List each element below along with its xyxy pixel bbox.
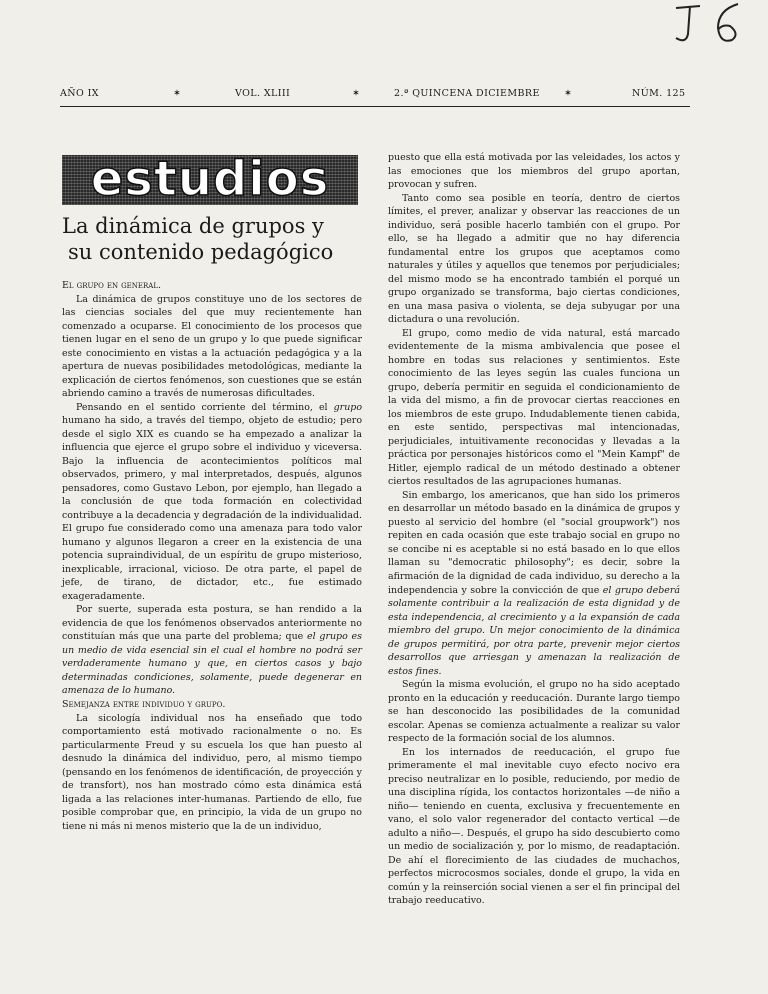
banner-text: estudios	[90, 151, 330, 208]
section-heading: Semejanza entre individuo y grupo.	[62, 698, 226, 710]
volume-label: VOL. XLIII	[235, 88, 291, 99]
issue-header	[60, 88, 690, 106]
paragraph: Por suerte, superada esta postura, se han rendido a la evidencia de que los fenómenos observados anteriormente no constituían más que una parte del problema; que el grupo es un medio de vida esencial sin el cual el hombre no podrá ser verdaderamente humano y que, en ciertos casos y bajo determinadas condiciones, solamente, puede degenerar en amenaza de lo humano.	[62, 604, 362, 697]
paragraph: La sicología individual nos ha enseñado que todo comportamiento está motivado racionalmente o no. Es particularmente Freud y su escuela los que han puesto al desnudo la dinámica del individuo, pero, al mismo tiempo (pensando en los fenómenos de identificación, de proyección y de transfort), nos han mostrado cómo esta dinámica está ligada a las relaciones inter-humanas. Partiendo de ello, fue posible comprobar que, en principio, la vida de un grupo no tiene ni más ni menos misterio que la de un individuo,	[62, 712, 362, 832]
section-heading: El grupo en general.	[62, 280, 162, 291]
paragraph: Sin embargo, los americanos, que han sido los primeros en desarrollar un método basado en la dinámica de grupos y puesto al servicio del hombre (el "social groupwork") nos repiten en cada ocasión que este trabajo social en grupo no se concibe ni es aceptable si no está basado en lo que ellos llaman su "democratic philosophy"; es decir, sobre la afirmación de la dignidad de cada individuo, su derecho a la independencia y sobre la convicción de que el grupo deberá solamente contribuir a la realización de esta dignidad y de esta independencia, al crecimiento y a la expansión de cada miembro del grupo. Un mejor conocimiento de la dinámica de grupos permitirá, por otra parte, prevenir mejor ciertos desarrollos que arriesgan y amenazan la realización de estos fines.	[388, 489, 680, 677]
article-title: La dinámica de grupos y su contenido pedagógico	[62, 214, 334, 264]
paragraph: Tanto como sea posible en teoría, dentro de ciertos límites, el prever, analizar y observar las reacciones de un individuo, será posible hacerlo también con el grupo. Por ello, se ha llegado a admitir que no hay diferencia fundamental entre los grupos que aceptamos como naturales y útiles y aquellos que tenemos por perjudiciales; del mismo modo se ha encontrado también el porqué un grupo organizado se transforma, bajo ciertas condiciones, en una masa pasiva o violenta, se deja subyugar por una dictadura o una revolución.	[388, 192, 680, 326]
star-ornament: ✶	[352, 88, 361, 99]
right-column	[388, 151, 680, 908]
paragraph: puesto que ella está motivada por las veleidades, los actos y las emociones que los miembros del grupo aportan, provocan y sufren.	[388, 152, 680, 191]
paragraph: Según la misma evolución, el grupo no ha sido aceptado pronto en la educación y reeducación. Durante largo tiempo se han desconocido las posibilidades de la comunidad escolar. Apenas se comienza actualmente a realizar su valor respecto de la formación social de los alumnos.	[388, 679, 680, 745]
paragraph: Pensando en el sentido corriente del término, el grupo humano ha sido, a través del tiempo, objeto de estudio; pero desde el siglo XIX es cuando se ha empezado a analizar la influencia que ejerce el grupo sobre el individuo y viceversa. Bajo la influencia de acontecimientos políticos mal observados, primero, y mal interpretados, después, algunos pensadores, como Gustavo Lebon, por ejemplo, han llegado a la conclusión de que toda formación en colectividad contribuye a la decadencia y degradación de la individualidad. El grupo fue considerado como una amenaza para todo valor humano y algunos llegaron a creer en la existencia de una potencia supraindividual, de un espíritu de grupo misterioso, inexplicable, irracional, vicioso. De otra parte, el papel de jefe, de tirano, de dictador, etc., fue estimado exageradamente.	[62, 401, 362, 602]
paragraph: El grupo, como medio de vida natural, está marcado evidentemente de la misma ambivalencia que posee el hombre en todas sus relaciones y sentimientos. Este conocimiento de las leyes según las cuales funciona un grupo, debería permitir en seguida el condicionamiento de la vida del mismo, a fin de provocar ciertas reacciones en los miembros de este grupo. Indudablemente tienen cabida, en este sentido, perspectivas mal intencionadas, perjudiciales, intuitivamente reconocidas y llevadas a la práctica por personajes históricos como el "Mein Kampf" de Hitler, ejemplo radical de un método destinado a obtener ciertos resultados de las agrupaciones humanas.	[388, 327, 680, 488]
section-banner	[62, 151, 358, 208]
header-rule	[60, 106, 690, 107]
year-label: AÑO IX	[60, 88, 99, 99]
issue-label: 2.ª QUINCENA DICIEMBRE	[394, 88, 540, 99]
star-ornament: ✶	[173, 88, 182, 99]
paragraph: La dinámica de grupos constituye uno de los sectores de las ciencias sociales del que muy recientemente han comenzado a ocuparse. El conocimiento de los procesos que tienen lugar en el seno de un grupo y lo que puede significar este conocimiento en vistas a la actuación pedagógica y a la apertura de nuevas posibilidades metodológicas, mediante la explicación de ciertos fenómenos, son cuestiones que se están abriendo camino a través de numerosas dificultades.	[62, 293, 362, 400]
paragraph: En los internados de reeducación, el grupo fue primeramente el mal inevitable cuyo efecto nocivo era preciso neutralizar en lo posible, reduciendo, por medio de una disciplina rígida, los contactos horizontales —de niño a niño— teniendo en cuenta, exclusiva y frecuentemente en vano, el solo valor regenerador del contacto vertical —de adulto a niño—. Después, el grupo ha sido descubierto como un medio de socialización y, por lo mismo, de readaptación. De ahí el florecimiento de las ciudades de muchachos, perfectos microcosmos sociales, donde el grupo, la vida en común y la reinserción social vienen a ser el fin principal del trabajo reeducativo.	[388, 746, 680, 907]
number-label: NÚM. 125	[632, 88, 686, 99]
handwritten-page-number	[668, 0, 748, 48]
left-column	[62, 151, 362, 833]
star-ornament: ✶	[564, 88, 573, 99]
